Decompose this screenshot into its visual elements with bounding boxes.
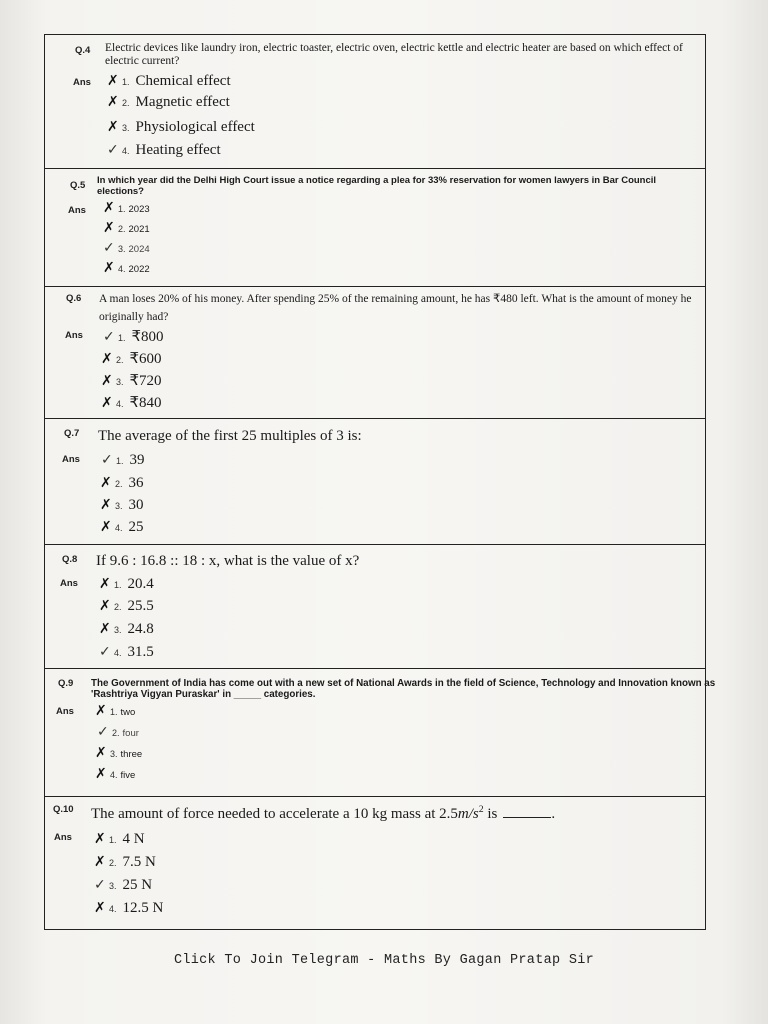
answer-blank (503, 805, 551, 818)
option (103, 221, 150, 235)
cross-icon: ✗ (95, 766, 107, 782)
cross-icon: ✗ (107, 94, 119, 110)
option (101, 452, 145, 469)
cross-icon: ✗ (94, 854, 106, 870)
telegram-join-link[interactable]: Click To Join Telegram - Maths By Gagan Pratap Sir (173, 953, 595, 968)
option-text: 25.5 (127, 598, 154, 614)
question-text: A man loses 20% of his money. After spending 25% of the remaining amount, he has ₹480 left. What is the amount of money he originally had? (99, 293, 692, 323)
option-number: 3. (114, 625, 122, 635)
cross-icon: ✗ (101, 351, 113, 367)
option-text: 24.8 (127, 621, 154, 637)
question-text-tail: is (487, 806, 498, 822)
option-text: 2021 (128, 224, 150, 235)
option-text: 25 (128, 519, 144, 535)
option-number: 2. (109, 858, 117, 868)
cross-icon: ✗ (94, 831, 106, 847)
option-text: 20.4 (127, 576, 154, 592)
option (107, 94, 230, 111)
check-icon: ✓ (97, 724, 109, 740)
option-number: 1. (118, 204, 126, 214)
option-number: 2. (122, 98, 130, 108)
check-icon: ✓ (101, 452, 113, 468)
option (99, 621, 154, 638)
question-number: Q.8 (62, 554, 78, 565)
option-number: 4. (114, 648, 122, 658)
option (99, 576, 154, 593)
cross-icon: ✗ (95, 745, 107, 761)
question-number: Q.5 (70, 180, 86, 191)
question-text: If 9.6 : 16.8 :: 18 : x, what is the value of x? (96, 553, 360, 569)
option (103, 241, 150, 255)
cross-icon: ✗ (107, 73, 119, 89)
option (95, 704, 135, 718)
option-number: 3. (115, 501, 123, 511)
option-number: 4. (110, 770, 118, 780)
option-text: ₹800 (131, 329, 164, 345)
option-number: 2. (116, 355, 124, 365)
check-icon: ✓ (94, 877, 106, 893)
cross-icon: ✗ (103, 200, 115, 216)
option-text: ₹720 (129, 373, 162, 389)
option-number: 1. (116, 456, 124, 466)
question-block (45, 169, 705, 287)
option-text: Chemical effect (135, 73, 231, 89)
cross-icon: ✗ (101, 373, 113, 389)
option (100, 519, 144, 536)
question-block (45, 797, 705, 931)
option-number: 3. (109, 881, 117, 891)
option-number: 1. (114, 580, 122, 590)
question-text: The Government of India has come out with a new set of National Awards in the field of Science, Technology and Innovation known as 'Rashtriya Vigyan Puraskar' in _____ categories. (91, 678, 716, 701)
option-text: Physiological effect (135, 119, 255, 135)
option-number: 4. (118, 264, 126, 274)
option-number: 2. (118, 224, 126, 234)
question-number: Q.7 (64, 428, 80, 439)
option (103, 201, 150, 215)
question-number: Q.4 (75, 45, 91, 56)
option-text: two (120, 707, 136, 718)
cross-icon: ✗ (95, 703, 107, 719)
question-number: Q.10 (53, 804, 74, 815)
option (103, 261, 150, 275)
option-text: 12.5 N (122, 900, 164, 916)
option-text: Magnetic effect (135, 94, 230, 110)
option-text: ₹840 (129, 395, 162, 411)
question-block (45, 287, 705, 419)
question-text: In which year did the Delhi High Court issue a notice regarding a plea for 33% reservation for women lawyers in Bar Council elections? (97, 175, 657, 197)
option-number: 3. (110, 749, 118, 759)
option (107, 119, 255, 136)
question-text-exponent: 2 (478, 804, 484, 815)
cross-icon: ✗ (99, 576, 111, 592)
option (94, 854, 156, 871)
question-text-unit: m/s (457, 806, 479, 822)
option (99, 598, 154, 615)
question-block (45, 419, 705, 545)
option (103, 327, 164, 346)
option-number: 4. (109, 904, 117, 914)
option-text: ₹600 (129, 351, 162, 367)
option-text: 7.5 N (122, 854, 156, 870)
answer-label: Ans (73, 77, 91, 88)
option-text: 39 (129, 452, 145, 468)
check-icon: ✓ (103, 240, 115, 256)
cross-icon: ✗ (100, 497, 112, 513)
option-text: 36 (128, 475, 144, 491)
option-number: 4. (116, 399, 124, 409)
option (101, 393, 162, 412)
option-text: five (120, 770, 136, 781)
option (95, 767, 135, 781)
question-text: Electric devices like laundry iron, electric toaster, electric oven, electric kettle and electric heater are based on which effect of electric current? (105, 42, 683, 68)
cross-icon: ✗ (103, 260, 115, 276)
question-number: Q.9 (58, 678, 74, 689)
option (107, 142, 221, 159)
option (94, 900, 163, 917)
option-text: 2023 (128, 204, 150, 215)
answer-label: Ans (54, 832, 72, 843)
option-text: three (120, 749, 143, 760)
option-text: 25 N (122, 877, 153, 893)
check-icon: ✓ (103, 329, 115, 345)
option-text: Heating effect (135, 142, 221, 158)
option-number: 4. (122, 146, 130, 156)
cross-icon: ✗ (107, 119, 119, 135)
option-number: 1. (109, 835, 117, 845)
option (94, 877, 152, 894)
option-number: 3. (116, 377, 124, 387)
option (97, 725, 139, 739)
option-text: 4 N (122, 831, 145, 847)
check-icon: ✓ (99, 644, 111, 660)
option (107, 73, 231, 90)
cross-icon: ✗ (100, 475, 112, 491)
option-number: 1. (110, 707, 118, 717)
question-text: The average of the first 25 multiples of 3 is: (98, 428, 362, 444)
option-number: 3. (118, 244, 126, 254)
option-number: 1. (122, 77, 130, 87)
option (95, 746, 142, 760)
check-icon: ✓ (107, 142, 119, 158)
answer-label: Ans (62, 454, 80, 465)
option-number: 4. (115, 523, 123, 533)
option (100, 475, 144, 492)
question-text (91, 804, 711, 823)
option (99, 644, 154, 661)
question-text-main: The amount of force needed to accelerate a 10 kg mass at 2.5 (91, 806, 458, 822)
option-number: 2. (115, 479, 123, 489)
option-number: 2. (112, 728, 120, 738)
question-block (45, 545, 705, 669)
option-text: four (122, 728, 139, 739)
option (100, 497, 144, 514)
option-number: 1. (118, 333, 126, 343)
cross-icon: ✗ (100, 519, 112, 535)
cross-icon: ✗ (103, 220, 115, 236)
option (94, 831, 145, 848)
question-block (45, 669, 716, 797)
question-text-end: . (551, 806, 556, 822)
question-sheet (44, 34, 716, 930)
option-text: 2024 (128, 244, 150, 255)
cross-icon: ✗ (94, 900, 106, 916)
question-block (45, 35, 705, 169)
question-number: Q.6 (66, 293, 82, 304)
option (101, 349, 162, 368)
cross-icon: ✗ (101, 395, 113, 411)
option-text: 30 (128, 497, 144, 513)
answer-label: Ans (68, 205, 86, 216)
answer-label: Ans (65, 330, 83, 341)
answer-label: Ans (60, 578, 78, 589)
answer-label: Ans (56, 706, 74, 717)
option-text: 2022 (128, 264, 150, 275)
option-number: 3. (122, 123, 130, 133)
option-number: 2. (114, 602, 122, 612)
cross-icon: ✗ (99, 598, 111, 614)
option-text: 31.5 (127, 644, 154, 660)
cross-icon: ✗ (99, 621, 111, 637)
option (101, 371, 162, 390)
